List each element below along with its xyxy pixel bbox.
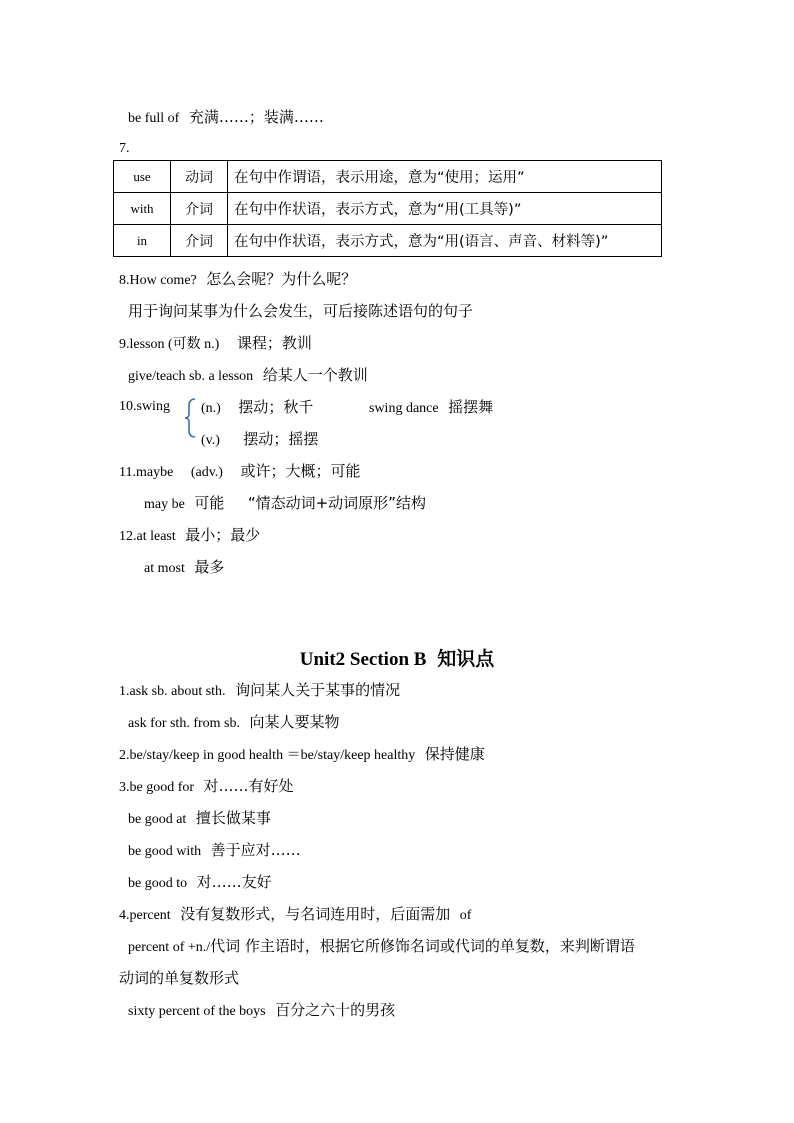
item-10-noun: [201, 398, 313, 418]
item-9-cn: 课程；教训: [236, 334, 312, 352]
table-cell-desc: 在句中作谓语，表示用途，意为“使用；运用”: [228, 161, 662, 193]
item-9-en: 9.lesson (可数 n.): [119, 337, 220, 352]
item-12-cn: 最小；最少: [185, 526, 261, 544]
b-item-4-sub2-cn: 动词的单复数形式: [119, 969, 240, 987]
item-11-cn: 或许；大概；可能: [240, 462, 361, 480]
item-12-sub-cn: 最多: [194, 558, 225, 576]
noun-label: (n.): [201, 401, 221, 416]
item-9-sub-en: give/teach sb. a lesson: [128, 369, 254, 384]
b-item-2-cn: 保持健康: [424, 745, 485, 763]
verb-cn: 摆动；摇摆: [243, 430, 319, 448]
item-11-sub: [144, 494, 426, 514]
item-9-sub-cn: 给某人一个教训: [262, 366, 368, 384]
item-7-label: 7.: [119, 141, 130, 156]
item-12-sub-en: at most: [144, 561, 185, 576]
b-item-4-example: [128, 1001, 395, 1021]
b-item-4-en: 4.percent: [119, 908, 171, 923]
b-item-1-sub-en: ask for sth. from sb.: [128, 716, 240, 731]
phrase-cn: 摇摆舞: [448, 398, 494, 416]
item-10-verb: [201, 430, 318, 450]
b-item-3-cn: 对……有好处: [203, 777, 294, 795]
table-cell-word: use: [114, 161, 171, 193]
usage-table: [113, 160, 662, 257]
table-cell-pos: 介词: [171, 225, 228, 257]
item-11-sub-note: “情态动词+动词原形”结构: [247, 494, 426, 512]
phrase-cn: 充满……；装满……: [188, 108, 324, 126]
verb-label: (v.): [201, 433, 220, 448]
item-12-sub: [144, 558, 224, 578]
b-item-3-b: [128, 841, 301, 861]
table-cell-pos: 介词: [171, 193, 228, 225]
item-8-en: 8.How come?: [119, 273, 197, 288]
item-11-en: 11.maybe: [119, 465, 174, 480]
item-11-pos: (adv.): [190, 465, 223, 480]
item-11-sub-en: may be: [144, 497, 185, 512]
b-item-1-en: 1.ask sb. about sth.: [119, 684, 226, 699]
table-row: [114, 161, 662, 193]
item-10-phrase: [369, 398, 493, 418]
b-item-4-example-en: sixty percent of the boys: [128, 1004, 266, 1019]
b-item-2-en: 2.be/stay/keep in good health ＝be/stay/keep healthy: [119, 748, 416, 763]
b-item-4-en2: of: [459, 908, 472, 923]
phrase-en: swing dance: [369, 401, 439, 416]
b-item-4-sub2: [119, 969, 239, 989]
heading-cn: 知识点: [437, 648, 495, 670]
b-item-3: [119, 777, 294, 797]
brace-icon: [183, 398, 197, 438]
b-item-1-sub: [128, 713, 340, 733]
b-item-1: [119, 681, 400, 701]
table-row: [114, 193, 662, 225]
item-8: [119, 270, 356, 290]
b-item-3-c: [128, 873, 272, 893]
table-cell-desc: 在句中作状语，表示方式，意为“用(工具等)”: [228, 193, 662, 225]
phrase-be-full-of: [128, 108, 324, 128]
phrase-en: be full of: [128, 111, 180, 126]
b-item-1-cn: 询问某人关于某事的情况: [235, 681, 401, 699]
item-8-note: 用于询问某事为什么会发生，可后接陈述语句的句子: [128, 302, 474, 320]
section-heading: [0, 644, 794, 671]
b-item-3-a: [128, 809, 271, 829]
b-item-4: [119, 905, 471, 925]
b-item-2: [119, 745, 485, 765]
table-cell-word: with: [114, 193, 171, 225]
b-item-3-b-cn: 善于应对……: [210, 841, 301, 859]
noun-cn: 摆动；秋千: [238, 398, 314, 416]
item-10-label: 10.swing: [119, 399, 170, 414]
b-item-3-a-cn: 擅长做某事: [195, 809, 271, 827]
table-cell-word: in: [114, 225, 171, 257]
b-item-4-sub-cn: 代词 作主语时，根据它所修饰名词或代词的单复数，来判断谓语: [210, 937, 635, 955]
b-item-1-sub-cn: 向某人要某物: [249, 713, 340, 731]
table-cell-pos: 动词: [171, 161, 228, 193]
b-item-3-en: 3.be good for: [119, 780, 195, 795]
item-8-cn: 怎么会呢？为什么呢？: [206, 270, 357, 288]
item-12: [119, 526, 260, 546]
heading-en: Unit2 Section B: [299, 649, 427, 670]
item-11-sub-cn: 可能: [194, 494, 225, 512]
item-11: [119, 462, 360, 482]
b-item-4-cn: 没有复数形式，与名词连用时，后面需加: [180, 905, 451, 923]
table-cell-desc: 在句中作状语，表示方式，意为“用(语言、声音、材料等)”: [228, 225, 662, 257]
b-item-4-sub-en: percent of +n./: [128, 940, 211, 955]
table-row: [114, 225, 662, 257]
item-9-sub: [128, 366, 368, 386]
b-item-4-sub: [128, 937, 635, 957]
b-item-3-b-en: be good with: [128, 844, 202, 859]
item-12-en: 12.at least: [119, 529, 176, 544]
b-item-4-example-cn: 百分之六十的男孩: [275, 1001, 396, 1019]
b-item-3-c-en: be good to: [128, 876, 188, 891]
b-item-3-c-cn: 对……友好: [196, 873, 272, 891]
item-9: [119, 334, 312, 354]
b-item-3-a-en: be good at: [128, 812, 187, 827]
